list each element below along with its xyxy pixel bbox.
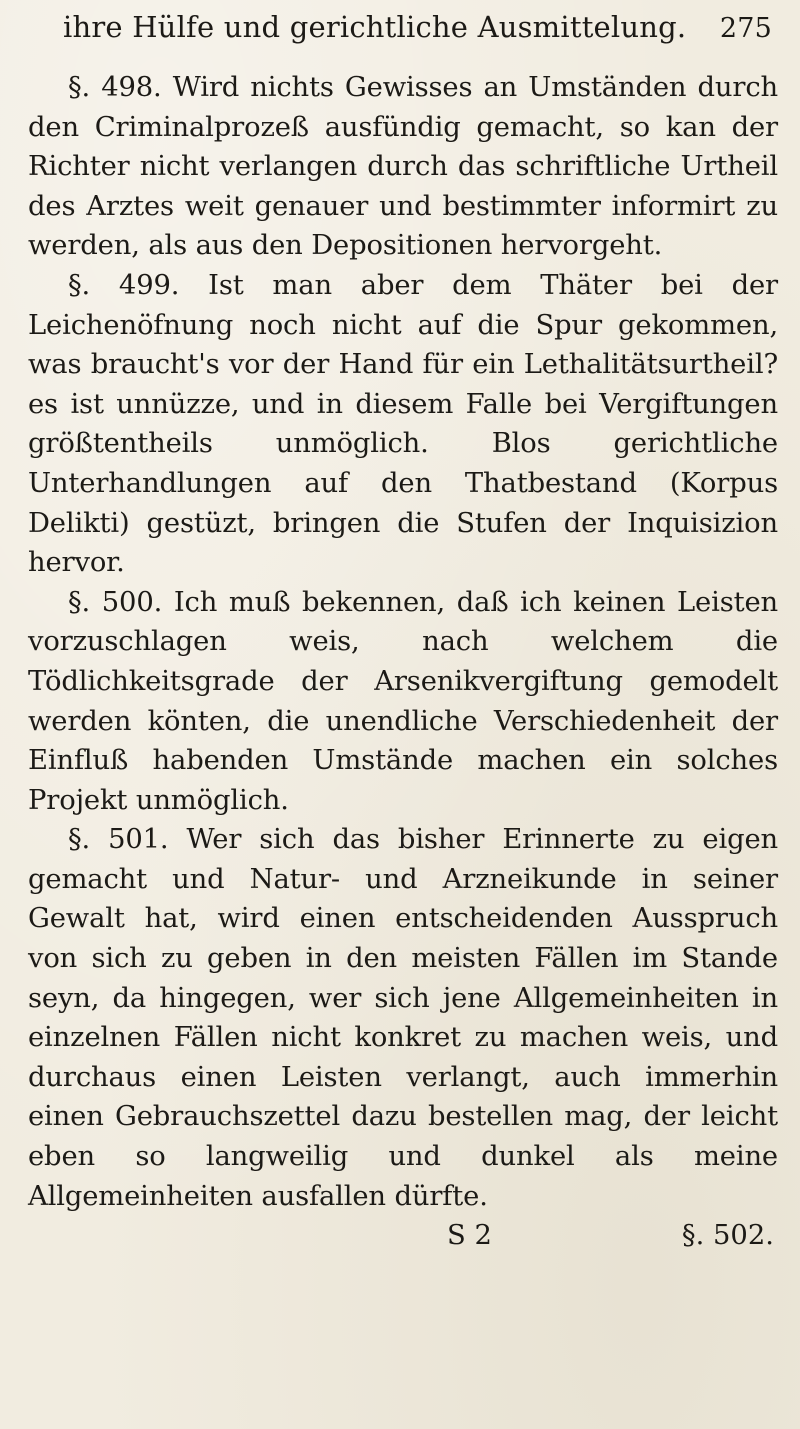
paragraph-text: Ist man aber dem Thäter bei der Leichenöfnung noch nicht auf die Spur gekommen, was braucht's vor der Hand für ein Lethalitätsurtheil? es ist unnüzze, und in diesem Falle bei Vergiftungen größtentheils unmöglich. Blos gerichtliche Unterhandlungen auf den Thatbestand (Korpus Delikti) gestüzt, bringen die Stufen der Inquisizion hervor. <box>28 269 779 579</box>
paragraph-500 <box>28 583 778 821</box>
page-number: 275 <box>719 13 772 44</box>
section-number: §. 499. <box>68 269 180 301</box>
paragraph-501 <box>28 820 778 1216</box>
paragraph-498 <box>28 68 778 266</box>
page-footer <box>28 1216 778 1256</box>
catchword: §. 502. <box>681 1220 774 1252</box>
paragraph-text: Wer sich das bisher Erinnerte zu eigen gemacht und Natur- und Arzneikunde in seiner Gewalt hat, wird einen entscheidenden Ausspruch von sich zu geben in den meisten Fällen im Stande seyn, da hingegen, wer sich jene Allgemeinheiten in einzelnen Fällen nicht konkret zu machen weis, und durchaus einen Leisten verlangt, auch immerhin einen Gebrauchszettel dazu bestellen mag, der leicht eben so langweilig und dunkel als meine Allgemeinheiten ausfallen dürfte. <box>28 824 778 1212</box>
section-number: §. 501. <box>68 824 169 856</box>
body-text <box>28 68 778 1216</box>
running-title: ihre Hülfe und gerichtliche Ausmittelung. <box>63 10 687 44</box>
section-number: §. 498. <box>68 72 162 103</box>
signature-mark: S 2 <box>446 1220 492 1252</box>
paragraph-text: Ich muß bekennen, daß ich keinen Leisten vorzuschlagen weis, nach welchem die Tödlichkeitsgrade der Arsenikvergiftung gemodelt werden könten, die unendliche Verschiedenheit der Einfluß habenden Umstände machen ein solches Projekt unmöglich. <box>28 586 779 816</box>
running-head <box>63 10 778 68</box>
paragraph-text: Wird nichts Gewisses an Umständen durch den Criminalprozeß ausfündig gemacht, so kan der Richter nicht verlangen durch das schriftliche Urtheil des Arztes weit genauer und bestimmter informirt zu werden, als aus den Depositionen hervorgeht. <box>28 72 778 262</box>
section-number: §. 500. <box>68 586 163 618</box>
paragraph-499 <box>28 266 778 583</box>
